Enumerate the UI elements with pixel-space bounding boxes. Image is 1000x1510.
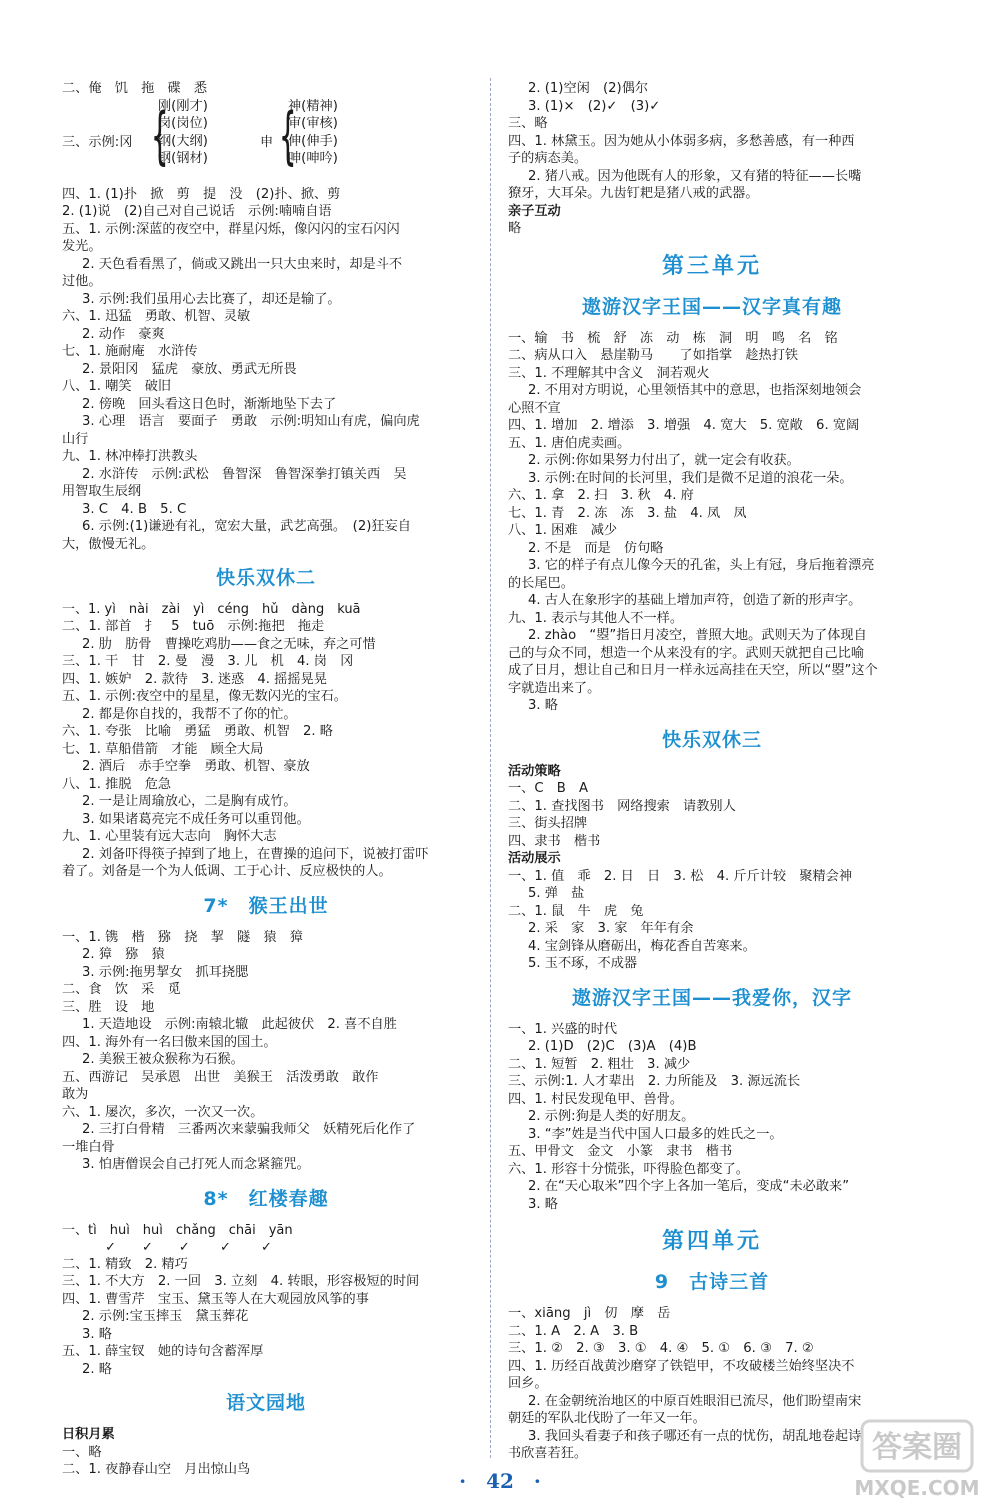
answer-line: 六、1. 拿 2. 扫 3. 秋 4. 府 bbox=[508, 488, 694, 503]
bracket-lead: 三、示例:冈 bbox=[62, 134, 133, 150]
answer-line: 九、1. 表示与其他人不一样。 bbox=[508, 610, 684, 626]
answer-line: 七、1. 青 2. 冻 冻 3. 盐 4. 凤 凤 bbox=[508, 505, 747, 521]
watermark-line1: 答案圈 bbox=[872, 1430, 962, 1465]
answer-line: 2. 猪八戒。因为他既有人的形象，又有猪的特征——长嘴 bbox=[528, 168, 862, 184]
pinyin-line: 一、tì huì huì chǎng chāi yān bbox=[62, 1222, 293, 1238]
section-heading: 第三单元 bbox=[661, 253, 762, 279]
answer-line: 2. 天色看看黑了，倘或又跳出一只大虫来时，却是斗不 bbox=[82, 256, 403, 272]
section-heading: 语文园地 bbox=[225, 1392, 306, 1414]
answer-line: 己的与众不同，想造一个从来没有的字。武则天就把自己比喻 bbox=[508, 645, 865, 661]
answer-line: 三、胜 设 地 bbox=[62, 999, 155, 1015]
answer-line: 五、1. 薛宝钗 她的诗句含蓄浑厚 bbox=[62, 1344, 264, 1359]
answer-line: 一、输 书 梳 舒 冻 动 栋 洞 明 鸣 名 铭 bbox=[508, 330, 838, 346]
answer-line: 2. 都是你自找的，我帮不了你的忙。 bbox=[82, 706, 297, 722]
answer-line: 山行 bbox=[62, 431, 89, 447]
answer-line: 4. 古人在象形字的基础上增加声符，创造了新的形声字。 bbox=[528, 593, 862, 608]
answer-line: 二、食 饮 采 觅 bbox=[62, 982, 181, 997]
answer-line: 一、1. 兴盛的时代 bbox=[508, 1021, 618, 1037]
answer-line: 一、1. 值 乖 2. 日 日 3. 松 4. 斤斤计较 聚精会神 bbox=[508, 868, 853, 884]
answer-line: 3. 示例:拖男挈女 抓耳挠腮 bbox=[82, 964, 249, 980]
answer-line: 四、1. 增加 2. 增添 3. 增强 4. 宽大 5. 宽敞 6. 宽阔 bbox=[508, 418, 860, 433]
bracket-mid: 申 bbox=[260, 134, 274, 150]
answer-line: 2. 示例:你如果努力付出了，就一定会有收获。 bbox=[528, 453, 800, 468]
answer-line: 六、1. 夸张 比喻 勇猛 勇敢、机智 2. 略 bbox=[62, 724, 333, 739]
answer-line: 二、1. 部首 扌 5 tuō 示例:拖把 拖走 bbox=[62, 619, 325, 634]
answer-line: 2. 动作 豪爽 bbox=[82, 326, 165, 342]
answer-line: 2. 不用对方明说，心里领悟其中的意思，也指深刻地领会 bbox=[528, 383, 862, 398]
answer-line: 敢为 bbox=[62, 1087, 89, 1102]
answer-line: 六、1. 迅猛 勇敢、机智、灵敏 bbox=[62, 309, 251, 324]
answer-line: 2. 略 bbox=[82, 1361, 112, 1377]
answer-line: 成了日月，想让自己和日月一样永远高挂在天空，所以“曌”这个 bbox=[508, 663, 878, 678]
answer-line: 3. 示例:我们虽用心去比赛了，却还是输了。 bbox=[82, 291, 341, 307]
answer-line: 四、1. 海外有一名曰傲来国的国土。 bbox=[62, 1034, 277, 1050]
section-heading: 快乐双休三 bbox=[661, 728, 762, 751]
answer-line: 二、1. 精致 2. 精巧 bbox=[62, 1256, 188, 1272]
answer-line: 用智取生辰纲 bbox=[62, 484, 142, 499]
answer-line: 二、病从口入 悬崖勒马 了如指掌 趁热打铁 bbox=[508, 348, 799, 363]
answer-line: 略 bbox=[508, 221, 522, 236]
answer-line: 的长尾巴。 bbox=[508, 575, 574, 591]
answer-line: 四、1. 历经百战黄沙磨穿了铁铠甲，不攻破楼兰始终坚决不 bbox=[508, 1358, 855, 1374]
answer-line: 九、1. 林冲棒打洪教头 bbox=[62, 449, 198, 464]
subsection-label: 活动策略 bbox=[508, 763, 561, 779]
answer-line: 2. 一是让周瑜放心，二是胸有成竹。 bbox=[82, 794, 297, 809]
bracket-left-list bbox=[158, 98, 208, 168]
answer-line: 3. 略 bbox=[528, 698, 558, 713]
answer-line: 3. 如果诸葛亮完不成任务可以重罚他。 bbox=[82, 811, 310, 827]
answer-line: 六、1. 屡次，多次，一次又一次。 bbox=[62, 1104, 264, 1120]
bracket-left-item: 纲(大纲) bbox=[158, 133, 208, 149]
answer-line: 三、示例:1. 人才辈出 2. 力所能及 3. 源远流长 bbox=[508, 1074, 801, 1089]
answer-line: 3. 它的样子有点儿像今天的孔雀，头上有冠，身后拖着漂亮 bbox=[528, 558, 875, 573]
answer-line: 四、隶书 楷书 bbox=[508, 833, 601, 849]
answer-line: 3. (1)× (2)✓ (3)✓ bbox=[528, 98, 661, 114]
answer-line: 3. 略 bbox=[82, 1326, 112, 1342]
right-column bbox=[508, 80, 916, 1463]
answer-line: 2. (1)空闲 (2)偶尔 bbox=[528, 81, 649, 96]
answer-line: 2. 刘备吓得筷子掉到了地上，在曹操的追问下，说被打雷吓 bbox=[82, 846, 429, 862]
answer-line: 二、1. 鼠 牛 虎 兔 bbox=[508, 903, 644, 919]
bracket-right-item: 审(审核) bbox=[288, 116, 338, 131]
answer-line: 三、1. 干 甘 2. 曼 漫 3. 儿 机 4. 岗 冈 bbox=[62, 654, 354, 669]
section-heading: 7* 猴王出世 bbox=[203, 894, 329, 917]
answer-line: 五、1. 唐伯虎卖画。 bbox=[508, 435, 631, 451]
watermark-logo bbox=[842, 1415, 992, 1505]
answer-line: 6. 示例:(1)谦逊有礼，宽宏大量，武艺高强。 (2)狂妄自 bbox=[82, 519, 411, 534]
section-heading: 快乐双休二 bbox=[215, 567, 316, 589]
answer-line: 子的病态美。 bbox=[508, 151, 588, 166]
answer-line: 二、1. 夜静春山空 月出惊山鸟 bbox=[62, 1462, 251, 1477]
pinyin-line: 一、1. yì nài zài yì céng hǔ dàng kuā bbox=[62, 602, 361, 617]
answer-line: 发光。 bbox=[62, 239, 102, 254]
answer-line: 八、1. 推脱 危急 bbox=[62, 776, 172, 792]
answer-line: 三、1. 不大方 2. 一回 3. 立刻 4. 转眼，形容极短的时间 bbox=[62, 1274, 420, 1289]
answer-line: 四、1. 林黛玉。因为她从小体弱多病，多愁善感，有一种西 bbox=[508, 133, 855, 149]
answer-line: 五、西游记 吴承恩 出世 美猴王 活泼勇敢 敢作 bbox=[62, 1069, 379, 1085]
answer-line: 2. 采 家 3. 家 年年有余 bbox=[528, 921, 694, 936]
answer-line: 2. 不是 而是 仿句略 bbox=[528, 540, 664, 556]
answer-line: 三、略 bbox=[508, 116, 548, 131]
section-heading: 9 古诗三首 bbox=[654, 1271, 770, 1293]
answer-line: 一、xiāng jì 仞 摩 岳 bbox=[508, 1306, 671, 1321]
answer-line: 2. 三打白骨精 三番两次来蒙骗我师父 妖精死后化作了 bbox=[82, 1122, 416, 1137]
answer-line: 八、1. 困难 减少 bbox=[508, 523, 618, 538]
answer-line: 二、1. 短暂 2. 粗壮 3. 减少 bbox=[508, 1056, 691, 1072]
answer-line: 2. 水浒传 示例:武松 鲁智深 鲁智深拳打镇关西 吴 bbox=[82, 466, 407, 482]
answer-line: 大，傲慢无礼。 bbox=[62, 536, 155, 552]
answer-line: 九、1. 心里装有远大志向 胸怀大志 bbox=[62, 829, 277, 844]
answer-line: 四、1. 曹雪芹 宝玉、黛玉等人在大观园放风筝的事 bbox=[62, 1291, 369, 1307]
answer-line: 3. 心理 语言 要面子 勇敢 示例:明知山有虎，偏向虎 bbox=[82, 414, 420, 429]
bracket-right-list bbox=[288, 98, 338, 168]
brace-right: { bbox=[278, 98, 297, 172]
answer-line: 2. (1)D (2)C (3)A (4)B bbox=[528, 1039, 697, 1054]
answer-line: 五、1. 示例:深蓝的夜空中，群星闪烁，像闪闪的宝石闪闪 bbox=[62, 221, 400, 237]
bracket-right-item: 神(精神) bbox=[288, 98, 338, 114]
answer-line: 心照不宣 bbox=[508, 400, 561, 416]
answer-line: 5. 玉不琢，不成器 bbox=[528, 956, 638, 971]
bracket-right-item: 呻(呻吟) bbox=[288, 151, 338, 166]
answer-line: 1. 天造地设 示例:南辕北辙 此起彼伏 2. 喜不自胜 bbox=[82, 1017, 397, 1032]
bracket-left-item: 岗(岗位) bbox=[158, 116, 208, 131]
answer-line: 3. 示例:在时间的长河里，我们是微不足道的浪花一朵。 bbox=[528, 470, 853, 486]
section-heading: 第四单元 bbox=[661, 1229, 762, 1254]
subsection-label: 日积月累 bbox=[62, 1427, 115, 1442]
page-number: · 42 · bbox=[459, 1469, 541, 1493]
answer-line: 一、C B A bbox=[508, 781, 589, 796]
answer-line: 五、1. 示例:夜空中的星星，像无数闪光的宝石。 bbox=[62, 689, 347, 704]
answer-line: 2. zhào “曌”指日月凌空，普照大地。武则天为了体现自 bbox=[528, 628, 867, 643]
answer-line: 4. 宝剑锋从磨砺出，梅花香自苦寒来。 bbox=[528, 938, 756, 954]
answer-line: 三、街头招牌 bbox=[508, 816, 588, 831]
section-heading: 遨游汉字王国——汉字真有趣 bbox=[581, 295, 842, 318]
answer-line: 3. C 4. B 5. C bbox=[82, 501, 187, 517]
answer-line: 3. “李”姓是当代中国人口最多的姓氏之一。 bbox=[528, 1126, 783, 1142]
section-heading: 8* 红楼春趣 bbox=[203, 1187, 329, 1210]
bracket-left-item: 钢(钢材) bbox=[158, 151, 208, 166]
answer-line: 2. 在“天心取米”四个字上各加一笔后，变成“未必敢来” bbox=[528, 1179, 850, 1194]
answer-line: 字就造出来了。 bbox=[508, 680, 601, 696]
answer-line: 2. 景阳冈 猛虎 豪放、勇武无所畏 bbox=[82, 361, 297, 377]
column-divider bbox=[490, 78, 491, 1458]
answer-line: 书欣喜若狂。 bbox=[508, 1446, 588, 1461]
answer-line: 四、1. (1)扑 掀 剪 提 没 (2)扑、掀、剪 bbox=[62, 186, 341, 202]
answer-line: 3. 略 bbox=[528, 1196, 558, 1212]
subsection-label: 活动展示 bbox=[508, 851, 561, 866]
answer-line: 过他。 bbox=[62, 274, 102, 289]
answer-line: 三、1. 不理解其中含义 洞若观火 bbox=[508, 365, 710, 381]
answer-line: 二、1. A 2. A 3. B bbox=[508, 1323, 639, 1339]
answer-line: 六、1. 形容十分慌张，吓得脸色都变了。 bbox=[508, 1161, 749, 1177]
bracket-right-item: 伸(伸手) bbox=[288, 133, 338, 149]
answer-line: 3. 怕唐僧误会自己打死人而念紧箍咒。 bbox=[82, 1157, 310, 1172]
answer-line: 七、1. 草船借箭 才能 顾全大局 bbox=[62, 741, 264, 757]
subsection-label: 亲子互动 bbox=[508, 203, 561, 219]
answer-line: 着了。刘备是一个为人低调、工于心计、反应极快的人。 bbox=[62, 864, 392, 879]
answer-line: 2. (1)说 (2)自己对自己说话 示例:喃喃自语 bbox=[62, 204, 332, 219]
answer-line: 2. 在金朝统治地区的中原百姓眼泪已流尽，他们盼望南宋 bbox=[528, 1393, 862, 1409]
answer-line: 二、俺 饥 拖 碟 悉 bbox=[62, 81, 208, 96]
answer-line: 獠牙，大耳朵。九齿钉耙是猪八戒的武器。 bbox=[508, 186, 759, 201]
answer-line: 2. 傍晚 回头看这日色时，渐渐地坠下去了 bbox=[82, 396, 337, 412]
answer-line: 二、1. 查找图书 网络搜索 请教别人 bbox=[508, 798, 736, 814]
answer-line: 回乡。 bbox=[508, 1376, 548, 1391]
answer-line: 5. 弹 盐 bbox=[528, 886, 585, 901]
pinyin-line: ✓ ✓ ✓ ✓ ✓ bbox=[62, 1239, 272, 1255]
left-column bbox=[62, 80, 470, 1479]
answer-line: 2. 酒后 赤手空拳 勇敢、机智、豪放 bbox=[82, 759, 310, 774]
answer-line: 一、1. 镌 楷 猕 挠 挈 隧 猿 獐 bbox=[62, 929, 303, 945]
answer-line: 五、甲骨文 金文 小篆 隶书 楷书 bbox=[508, 1144, 733, 1159]
section-heading: 遨游汉字王国——我爱你，汉字 bbox=[571, 986, 852, 1009]
brace-left: { bbox=[150, 98, 169, 172]
watermark-line2: MXQE.COM bbox=[854, 1476, 980, 1500]
answer-line: 2. 肋 肪骨 曹操吃鸡肋——食之无味，弃之可惜 bbox=[82, 636, 376, 652]
answer-line: 四、1. 嫉妒 2. 款待 3. 迷惑 4. 摇摇晃晃 bbox=[62, 671, 327, 687]
answer-line: 一堆白骨 bbox=[62, 1139, 115, 1155]
answer-line: 2. 示例:狗是人类的好朋友。 bbox=[528, 1109, 695, 1124]
answer-line: 2. 示例:宝玉摔玉 黛玉葬花 bbox=[82, 1309, 249, 1324]
answer-line: 四、1. 村民发现龟甲、兽骨。 bbox=[508, 1091, 684, 1107]
answer-line: 三、1. ② 2. ③ 3. ① 4. ④ 5. ① 6. ③ 7. ② bbox=[508, 1341, 814, 1356]
answer-line: 八、1. 嘲笑 破旧 bbox=[62, 379, 172, 394]
bracket-answer-block bbox=[62, 98, 470, 186]
bracket-left-item: 刚(刚才) bbox=[158, 98, 208, 114]
answer-line: 3. 我回头看妻子和孩子哪还有一点的忧伤，胡乱地卷起诗 bbox=[528, 1428, 862, 1444]
answer-line: 朝廷的军队北伐盼了一年又一年。 bbox=[508, 1411, 706, 1426]
answer-line: 一、略 bbox=[62, 1444, 102, 1460]
answer-line: 2. 獐 猕 猿 bbox=[82, 947, 165, 962]
answer-line: 七、1. 施耐庵 水浒传 bbox=[62, 344, 198, 359]
answer-line: 2. 美猴王被众猴称为石猴。 bbox=[82, 1052, 244, 1067]
